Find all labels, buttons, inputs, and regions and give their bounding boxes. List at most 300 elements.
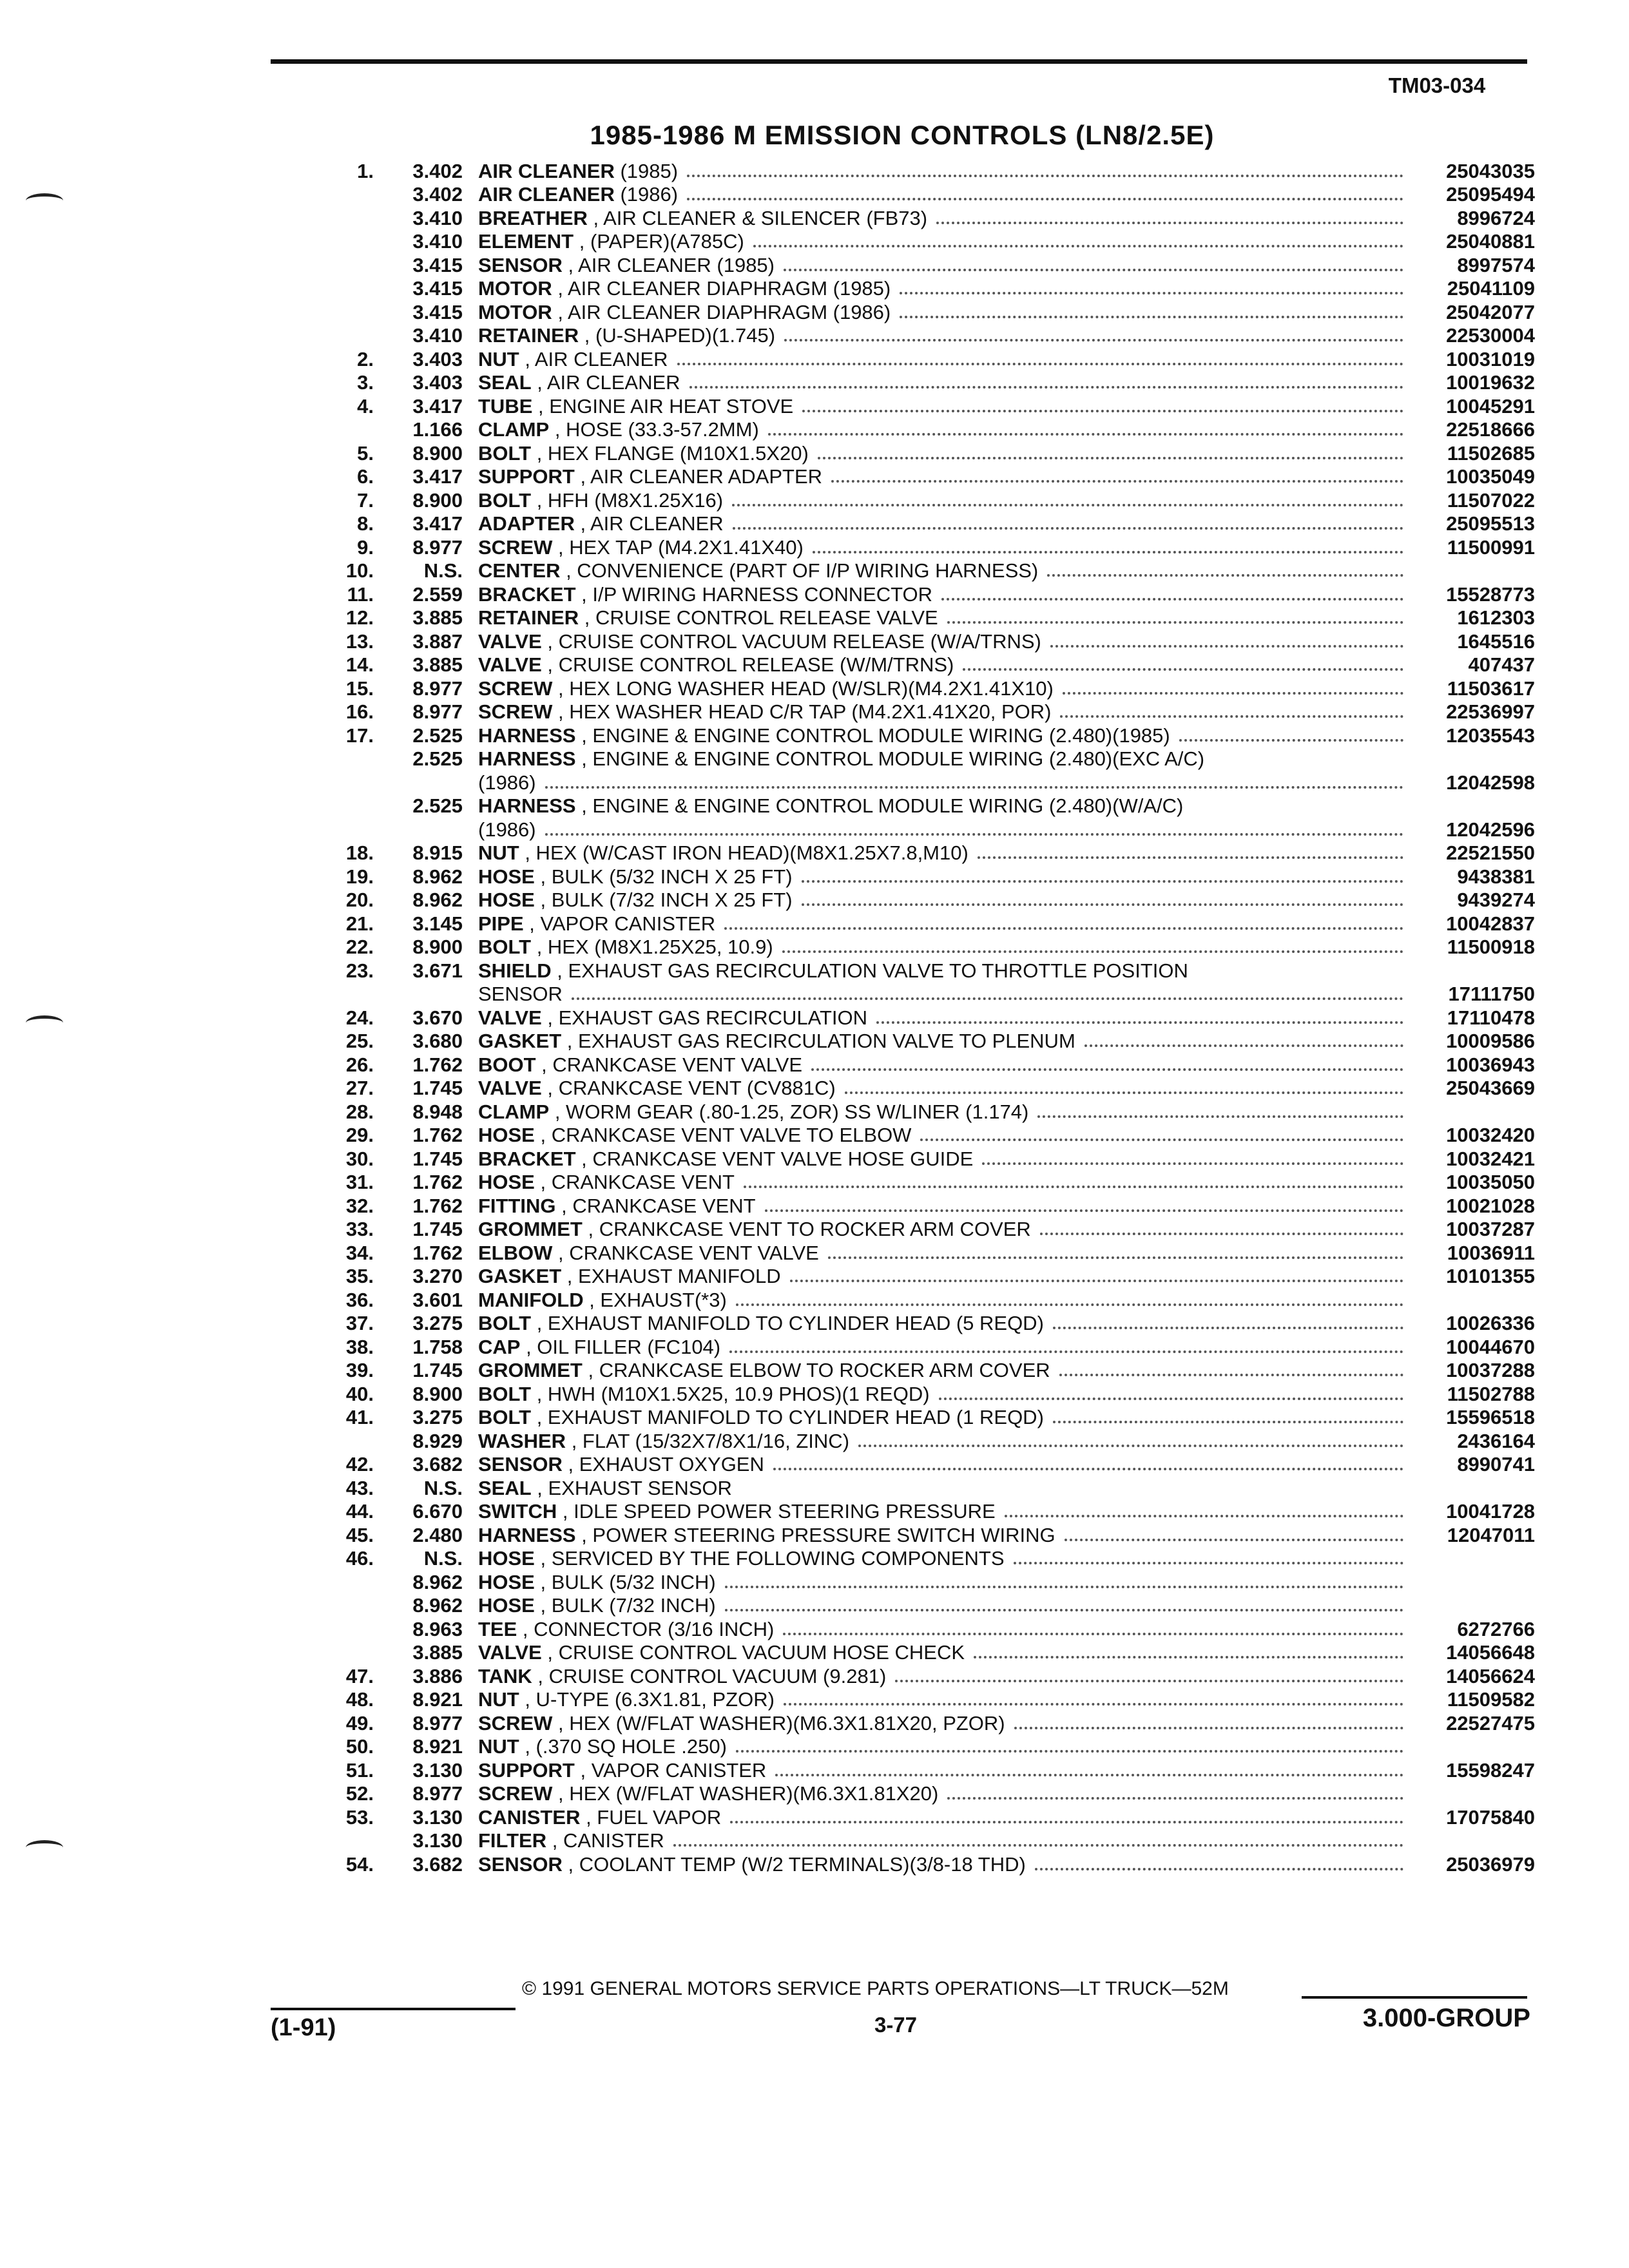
part-number: 10042837 (1446, 912, 1535, 935)
part-name: SUPPORT (478, 466, 575, 488)
part-name: NUT (478, 1689, 519, 1711)
part-number: 12035543 (1446, 724, 1535, 747)
part-name: BRACKET (478, 1148, 576, 1170)
part-description (478, 678, 1412, 700)
part-description (478, 1689, 1412, 1711)
part-number: 22530004 (1446, 324, 1535, 347)
dot-leader (783, 1633, 1403, 1635)
part-description (478, 1101, 1412, 1123)
part-description (478, 1360, 1412, 1381)
part-row (309, 1570, 1535, 1593)
part-name: TUBE (478, 395, 533, 418)
part-detail: , (U-SHAPED)(1.745) (579, 325, 776, 347)
part-detail: , HEX FLANGE (M10X1.5X20) (531, 442, 809, 465)
part-name: BOLT (478, 936, 532, 958)
item-number: 52. (345, 1782, 374, 1805)
part-detail: , CRANKCASE VENT TO ROCKER ARM COVER (582, 1218, 1031, 1240)
part-number: 25041109 (1447, 277, 1535, 300)
parts-list (309, 159, 1535, 1876)
group-number: 3.680 (412, 1030, 463, 1052)
part-description (478, 160, 1412, 182)
group-number: 8.921 (412, 1688, 463, 1711)
part-detail: , HEX (W/FLAT WASHER)(M6.3X1.81X20) (552, 1783, 939, 1805)
dot-leader (773, 1468, 1403, 1470)
part-description (478, 654, 1412, 676)
group-number: 2.559 (412, 582, 463, 606)
item-number: 16. (345, 700, 374, 723)
part-detail: , COOLANT TEMP (W/2 TERMINALS)(3/8-18 THD) (562, 1853, 1026, 1876)
part-detail: , EXHAUST MANIFOLD TO CYLINDER HEAD (5 REQD) (531, 1312, 1044, 1334)
dot-leader (818, 457, 1403, 459)
group-number: 8.962 (412, 1570, 463, 1593)
part-row (309, 182, 1535, 206)
group-number: 1.745 (412, 1077, 463, 1099)
item-number: 10. (345, 559, 374, 582)
dot-leader (802, 903, 1403, 906)
part-name: GASKET (478, 1030, 562, 1052)
part-description (478, 1760, 1412, 1782)
item-number: 47. (345, 1664, 374, 1687)
part-row (309, 253, 1535, 276)
group-number: 3.417 (412, 394, 463, 418)
dot-leader (572, 997, 1403, 1000)
part-row (309, 1499, 1535, 1523)
dot-leader (725, 1586, 1403, 1588)
group-number: 3.270 (412, 1265, 463, 1287)
part-detail: , CRANKCASE VENT VALVE (535, 1053, 803, 1076)
item-number: 20. (345, 889, 374, 911)
part-description (478, 631, 1412, 653)
item-number: 48. (345, 1688, 374, 1711)
part-number: 25040881 (1446, 230, 1535, 253)
part-description (478, 1171, 1412, 1193)
part-detail: , FLAT (15/32X7/8X1/16, ZINC) (566, 1430, 850, 1452)
part-description (478, 936, 1412, 958)
dot-leader (689, 386, 1403, 389)
part-detail: , AIR CLEANER (519, 348, 668, 370)
item-number: 41. (345, 1406, 374, 1428)
part-detail: , CONVENIENCE (PART OF I/P WIRING HARNESS) (560, 560, 1039, 582)
part-number: 14056624 (1446, 1664, 1535, 1687)
item-number: 23. (345, 959, 374, 982)
dot-leader (974, 1656, 1403, 1658)
group-number: 8.948 (412, 1100, 463, 1123)
group-number: 8.977 (412, 1711, 463, 1735)
part-detail: , HEX (W/FLAT WASHER)(M6.3X1.81X20, PZOR) (552, 1712, 1005, 1735)
part-detail: , EXHAUST OXYGEN (562, 1454, 764, 1475)
part-name: SCREW (478, 1783, 553, 1805)
group-reference: 3.000-GROUP (1362, 2004, 1530, 2032)
group-number: 1.762 (412, 1124, 463, 1146)
part-name: BOLT (478, 442, 532, 465)
item-number: 13. (345, 629, 374, 653)
part-row (309, 1029, 1535, 1053)
dot-leader (732, 504, 1403, 506)
part-number: 11500991 (1447, 535, 1535, 559)
part-detail: , (.370 SQ HOLE .250) (519, 1736, 727, 1758)
part-detail: , CRANKCASE ELBOW TO ROCKER ARM COVER (582, 1360, 1050, 1381)
part-detail: , EXHAUST(*3) (583, 1289, 727, 1311)
document-code: TM03-034 (1388, 73, 1486, 97)
group-number: 8.900 (412, 1382, 463, 1405)
group-number: 3.682 (412, 1852, 463, 1876)
item-number: 40. (345, 1382, 374, 1405)
part-description (478, 372, 1412, 394)
part-description (478, 1830, 1412, 1852)
dot-leader (782, 950, 1403, 953)
group-number: N.S. (423, 559, 463, 582)
group-number: 3.410 (412, 206, 463, 229)
part-number: 10045291 (1446, 394, 1535, 418)
group-number: 3.403 (412, 347, 463, 370)
part-name: SEAL (478, 1477, 532, 1499)
dot-leader (900, 316, 1403, 318)
part-description (478, 1312, 1412, 1334)
item-number: 11. (347, 582, 374, 606)
group-number: 8.977 (412, 700, 463, 723)
part-description (478, 1666, 1412, 1687)
part-row (309, 323, 1535, 347)
item-number: 4. (357, 394, 374, 418)
part-description (478, 1571, 1412, 1593)
item-number: 1. (357, 159, 374, 182)
group-number: 8.921 (412, 1735, 463, 1758)
dot-leader (982, 1162, 1403, 1165)
part-detail: , CRANKCASE VENT VALVE TO ELBOW (534, 1124, 912, 1146)
part-description (478, 1218, 1412, 1240)
part-detail: , CRANKCASE VENT VALVE HOSE GUIDE (575, 1148, 974, 1170)
part-description (478, 960, 1412, 982)
part-row (309, 1593, 1535, 1617)
item-number: 44. (345, 1500, 374, 1523)
dot-leader (1179, 739, 1403, 742)
group-number: 1.166 (412, 418, 463, 441)
dot-leader (687, 198, 1403, 200)
part-name: RETAINER (478, 607, 579, 629)
part-name: HARNESS (478, 1524, 576, 1546)
part-name: SCREW (478, 701, 553, 723)
part-row (309, 370, 1535, 394)
part-detail: , HEX (W/CAST IRON HEAD)(M8X1.25X7.8,M10) (519, 842, 969, 864)
dot-leader (1040, 1233, 1403, 1235)
part-description (478, 1619, 1412, 1640)
part-detail: , BULK (5/32 INCH) (534, 1571, 716, 1593)
part-description (478, 1548, 1412, 1570)
part-row (309, 1475, 1535, 1499)
part-name: HARNESS (478, 724, 576, 747)
item-number: 46. (345, 1547, 374, 1570)
dot-leader (1053, 1421, 1403, 1423)
part-detail: , EXHAUST MANIFOLD (561, 1265, 781, 1287)
dot-leader (936, 222, 1403, 224)
part-name: BOLT (478, 1383, 532, 1405)
part-detail: , VAPOR CANISTER (574, 1759, 767, 1782)
part-description (478, 1477, 1412, 1499)
item-number: 5. (357, 441, 374, 465)
part-detail: , ENGINE & ENGINE CONTROL MODULE WIRING (2.480)(W/A/C) (575, 795, 1184, 817)
dot-leader (784, 339, 1403, 341)
dot-leader (677, 363, 1403, 365)
part-number: 10026336 (1446, 1312, 1535, 1334)
part-description (478, 537, 1412, 559)
group-number: 3.145 (412, 912, 463, 935)
part-row (309, 982, 1535, 1006)
part-number: 11503617 (1447, 677, 1535, 700)
part-row (309, 488, 1535, 512)
item-number: 2. (357, 347, 374, 370)
part-detail: , ENGINE AIR HEAT STOVE (532, 395, 794, 418)
part-name: SCREW (478, 536, 553, 559)
item-number: 24. (345, 1006, 374, 1029)
dot-leader (900, 292, 1403, 294)
part-detail: , BULK (5/32 INCH X 25 FT) (534, 865, 793, 888)
part-detail: , HFH (M8X1.25X16) (531, 489, 724, 512)
part-description (478, 1854, 1412, 1876)
part-name: SHIELD (478, 959, 552, 982)
dot-leader (947, 1797, 1403, 1800)
group-number: 1.758 (412, 1335, 463, 1358)
part-detail: , CRANKCASE VENT (CV881C) (541, 1077, 836, 1099)
group-number: 1.745 (412, 1147, 463, 1170)
part-description (478, 772, 1412, 794)
group-number: 8.962 (412, 865, 463, 888)
part-row (309, 958, 1535, 982)
part-number: 2436164 (1457, 1429, 1535, 1452)
part-number: 10032420 (1446, 1124, 1535, 1146)
dot-leader (947, 621, 1403, 624)
part-row (309, 1099, 1535, 1123)
part-number: 9439274 (1457, 889, 1535, 911)
part-row (309, 465, 1535, 488)
part-number: 1645516 (1457, 629, 1535, 653)
part-number: 25043035 (1446, 159, 1535, 182)
part-number: 10009586 (1446, 1030, 1535, 1052)
dot-leader (978, 856, 1403, 859)
part-row (309, 1240, 1535, 1264)
part-name: HOSE (478, 865, 535, 888)
part-name: GROMMET (478, 1360, 583, 1381)
item-number: 21. (345, 912, 374, 935)
part-detail: , FUEL VAPOR (580, 1806, 722, 1829)
dot-leader (736, 1750, 1403, 1753)
group-number: 3.275 (412, 1312, 463, 1334)
group-number: 2.525 (412, 794, 463, 817)
dot-leader (784, 269, 1403, 271)
part-number: 22521550 (1446, 841, 1535, 864)
part-name: NUT (478, 1736, 519, 1758)
part-description (478, 748, 1412, 770)
item-number: 25. (345, 1030, 374, 1052)
part-description (478, 1265, 1412, 1287)
part-row (309, 512, 1535, 535)
part-description (478, 1289, 1412, 1311)
part-row (309, 841, 1535, 865)
part-row (309, 1052, 1535, 1076)
part-row (309, 794, 1535, 818)
dot-leader (753, 245, 1403, 247)
part-detail: , EXHAUST GAS RECIRCULATION VALVE TO THROTTLE POSITION (551, 959, 1188, 982)
part-name: SENSOR (478, 1454, 563, 1475)
part-row (309, 582, 1535, 606)
item-number: 49. (345, 1711, 374, 1735)
part-name: BRACKET (478, 583, 576, 606)
part-detail: , SERVICED BY THE FOLLOWING COMPONENTS (534, 1548, 1005, 1570)
group-number: 3.682 (412, 1453, 463, 1475)
item-number: 27. (345, 1077, 374, 1099)
dot-leader (1065, 1539, 1403, 1541)
part-detail: , WORM GEAR (.80-1.25, ZOR) SS W/LINER (1.174) (549, 1100, 1029, 1123)
part-number: 25043669 (1446, 1077, 1535, 1099)
part-row (309, 276, 1535, 300)
part-detail: , CRUISE CONTROL VACUUM (9.281) (532, 1665, 887, 1687)
group-number: 1.762 (412, 1053, 463, 1076)
part-detail: , VAPOR CANISTER (523, 912, 716, 935)
part-description (478, 1195, 1412, 1217)
part-description (478, 1054, 1412, 1076)
item-number: 22. (345, 936, 374, 958)
part-row (309, 1005, 1535, 1029)
part-description (478, 1501, 1412, 1523)
group-number: 2.525 (412, 724, 463, 747)
part-name: CAP (478, 1336, 521, 1358)
part-description (478, 1383, 1412, 1405)
group-number: 3.886 (412, 1664, 463, 1687)
item-number: 9. (357, 535, 374, 559)
part-detail: , BULK (7/32 INCH X 25 FT) (534, 889, 793, 911)
part-detail: (1986) (614, 184, 679, 206)
group-number: 8.929 (412, 1429, 463, 1452)
part-name: WASHER (478, 1430, 566, 1452)
part-number: 6272766 (1457, 1617, 1535, 1640)
part-description (478, 1524, 1412, 1546)
part-name: HOSE (478, 1571, 535, 1593)
part-row (309, 1217, 1535, 1241)
part-description (478, 1454, 1412, 1475)
part-name: VALVE (478, 1006, 542, 1029)
part-row (309, 1381, 1535, 1405)
part-name: CLAMP (478, 419, 550, 441)
part-name: ELBOW (478, 1242, 553, 1264)
page-number: 3-77 (874, 2013, 918, 2037)
part-detail: (1986) (478, 771, 536, 794)
part-number: 8996724 (1457, 206, 1535, 229)
part-name: SUPPORT (478, 1759, 575, 1782)
part-row (309, 206, 1535, 229)
part-number: 22527475 (1446, 1711, 1535, 1735)
part-row (309, 1852, 1535, 1876)
part-detail: , U-TYPE (6.3X1.81, PZOR) (519, 1689, 775, 1711)
part-description (478, 1124, 1412, 1146)
dot-leader (939, 1398, 1403, 1400)
part-detail: , EXHAUST GAS RECIRCULATION (541, 1006, 868, 1029)
part-number: 17110478 (1447, 1006, 1535, 1029)
part-row (309, 1334, 1535, 1358)
part-description (478, 278, 1412, 300)
part-row (309, 441, 1535, 465)
part-description (478, 1713, 1412, 1735)
part-description (478, 1407, 1412, 1428)
part-number: 10037288 (1446, 1359, 1535, 1381)
item-number: 29. (345, 1124, 374, 1146)
group-number: 1.762 (412, 1171, 463, 1193)
item-number: 31. (345, 1171, 374, 1193)
part-name: BOLT (478, 1312, 532, 1334)
dot-leader (858, 1445, 1403, 1447)
part-number: 22536997 (1446, 700, 1535, 723)
group-number: 3.402 (412, 159, 463, 182)
part-detail: , OIL FILLER (FC104) (520, 1336, 721, 1358)
part-name: FITTING (478, 1195, 556, 1217)
part-name: GROMMET (478, 1218, 583, 1240)
part-detail: , CRUISE CONTROL RELEASE VALVE (579, 607, 938, 629)
part-number: 11500918 (1447, 936, 1535, 958)
part-row (309, 629, 1535, 653)
group-number: 3.415 (412, 300, 463, 323)
group-number: 3.130 (412, 1829, 463, 1852)
part-name: SEAL (478, 372, 532, 394)
part-name: MANIFOLD (478, 1289, 584, 1311)
part-row (309, 1146, 1535, 1170)
part-name: MOTOR (478, 301, 552, 323)
part-description (478, 1783, 1412, 1805)
item-number: 36. (345, 1288, 374, 1311)
group-number: 3.130 (412, 1805, 463, 1829)
part-description (478, 1242, 1412, 1264)
item-number: 7. (357, 488, 374, 512)
group-number: 3.402 (412, 183, 463, 206)
part-name: HOSE (478, 1548, 535, 1570)
part-row (309, 1264, 1535, 1288)
part-detail: , ENGINE & ENGINE CONTROL MODULE WIRING (2.480)(1985) (575, 724, 1170, 747)
part-detail: , HEX TAP (M4.2X1.41X40) (552, 536, 804, 559)
part-row (309, 347, 1535, 370)
part-row (309, 770, 1535, 794)
item-number: 53. (345, 1805, 374, 1829)
part-number: 10101355 (1446, 1265, 1535, 1287)
group-number: 2.480 (412, 1523, 463, 1546)
item-number: 50. (345, 1735, 374, 1758)
part-number: 15596518 (1446, 1406, 1535, 1428)
group-number: 1.762 (412, 1241, 463, 1264)
part-row (309, 888, 1535, 912)
dot-leader (963, 668, 1403, 671)
part-description (478, 701, 1412, 723)
part-number: 10035050 (1446, 1171, 1535, 1193)
group-number: N.S. (423, 1476, 463, 1499)
group-number: 3.885 (412, 606, 463, 629)
part-name: AIR CLEANER (478, 160, 615, 182)
part-description (478, 842, 1412, 864)
part-detail: , HEX WASHER HEAD C/R TAP (M4.2X1.41X20, POR) (552, 701, 1052, 723)
part-row (309, 817, 1535, 841)
part-detail: , (PAPER)(A785C) (574, 231, 744, 253)
part-number: 10036943 (1446, 1053, 1535, 1076)
part-detail: , CRUISE CONTROL RELEASE (W/M/TRNS) (541, 654, 954, 676)
part-detail: , CRUISE CONTROL VACUUM RELEASE (W/A/TRNS) (541, 630, 1041, 653)
part-description (478, 184, 1412, 206)
part-name: RETAINER (478, 325, 579, 347)
part-detail: , CRANKCASE VENT (555, 1195, 756, 1217)
part-name: HOSE (478, 1124, 535, 1146)
dot-leader (768, 433, 1403, 436)
part-detail: , I/P WIRING HARNESS CONNECTOR (575, 583, 933, 606)
part-number: 10041728 (1446, 1500, 1535, 1523)
group-number: 3.417 (412, 465, 463, 488)
dot-leader (895, 1680, 1403, 1682)
part-detail: , EXHAUST SENSOR (531, 1477, 732, 1499)
dot-leader (687, 175, 1403, 177)
part-row (309, 935, 1535, 959)
